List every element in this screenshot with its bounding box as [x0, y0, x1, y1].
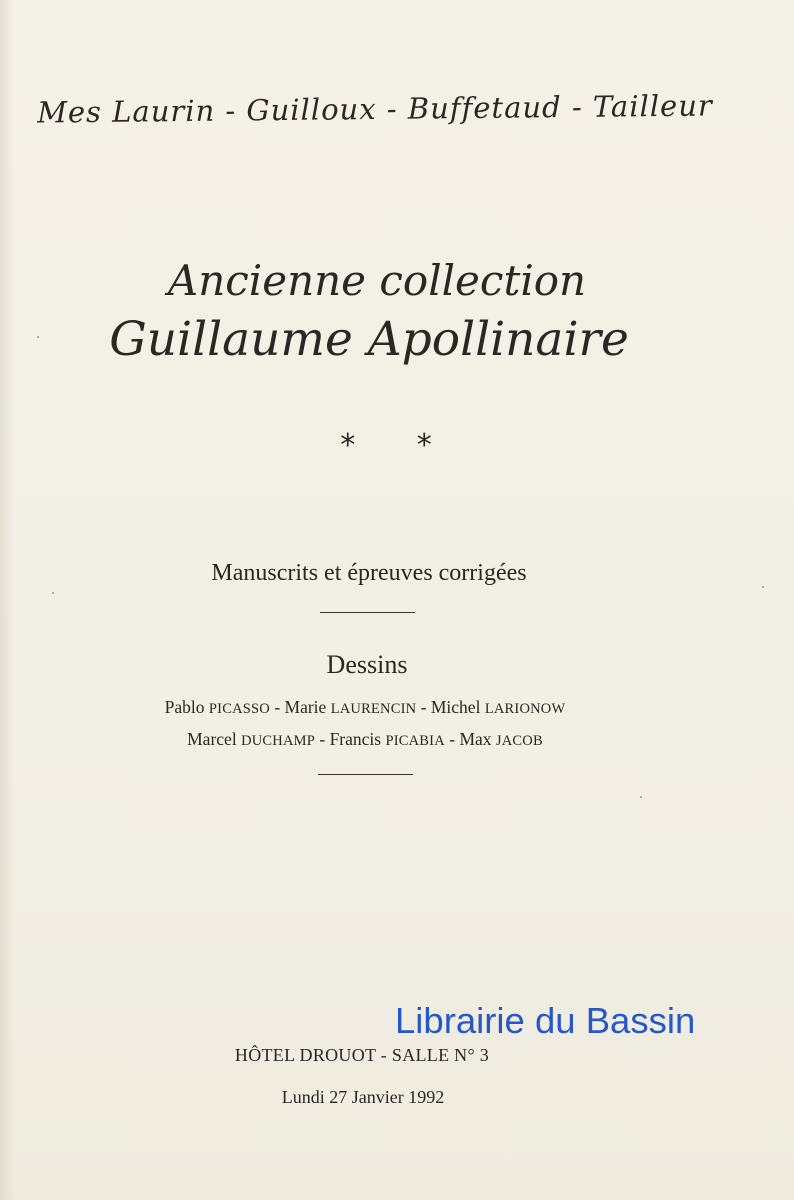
artist-last-name: DUCHAMP: [241, 733, 315, 749]
separator: -: [444, 729, 460, 749]
divider: [320, 612, 415, 613]
artists-line-1: [0, 697, 762, 718]
artist-first-name: Pablo: [164, 697, 205, 717]
artist-last-name: PICABIA: [385, 733, 445, 749]
sale-date: Lundi 27 Janvier 1992: [281, 1087, 445, 1107]
paper-speck: [37, 336, 39, 338]
separator: -: [416, 697, 431, 717]
separator: -: [314, 729, 330, 749]
artist-last-name: LAURENCIN: [330, 701, 417, 717]
paper-speck: [640, 796, 642, 798]
divider: [318, 774, 413, 775]
collection-title-line-1: Ancienne collection: [167, 256, 587, 305]
artist-first-name: Max: [459, 729, 492, 749]
paper-speck: [52, 592, 54, 594]
auctioneers-line: Mes Laurin - Guilloux - Buffetaud - Tailleur: [37, 88, 713, 130]
volume-mark: * *: [340, 428, 458, 463]
paper-speck: [762, 586, 764, 588]
artist-first-name: Marcel: [187, 729, 237, 749]
section-drawings: Dessins: [326, 650, 408, 679]
separator: -: [269, 697, 285, 717]
bookseller-watermark: Librairie du Bassin: [395, 1000, 696, 1041]
page-edge-shadow: [0, 0, 14, 1200]
artist-first-name: Michel: [430, 697, 481, 717]
artists-line-2: [0, 729, 762, 750]
section-manuscripts: Manuscrits et épreuves corrigées: [211, 560, 527, 586]
artist-first-name: Francis: [329, 729, 382, 749]
artist-last-name: LARIONOW: [484, 701, 566, 717]
artist-first-name: Marie: [284, 697, 327, 717]
collection-title-line-2: Guillaume Apollinaire: [109, 312, 629, 367]
artist-last-name: PICASSO: [208, 701, 270, 717]
venue-line: HÔTEL DROUOT - SALLE N° 3: [234, 1045, 490, 1065]
artist-last-name: JACOB: [495, 733, 543, 749]
